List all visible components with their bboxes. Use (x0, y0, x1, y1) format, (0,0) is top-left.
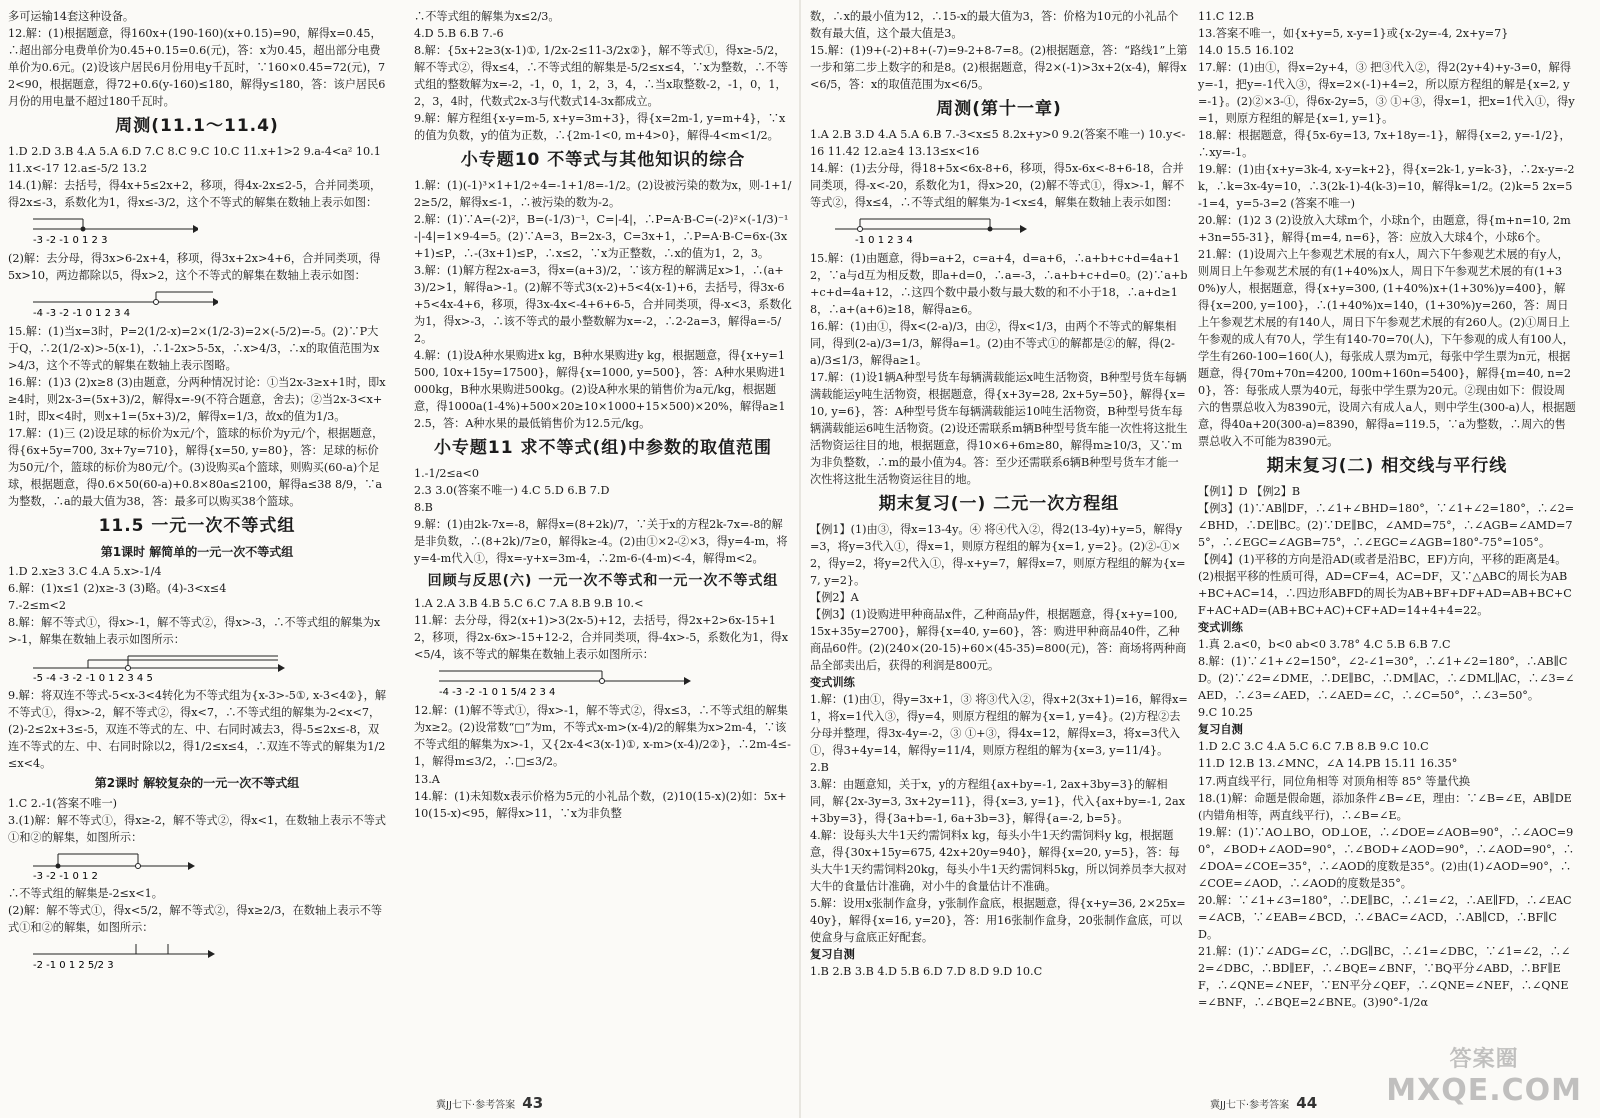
text-block: 2.B (810, 761, 829, 775)
text-block: 1.C 2.-1(答案不唯一) (8, 796, 118, 810)
watermark-cn: 答案圈 (1449, 1047, 1519, 1072)
subsection-heading: 第1课时 解简单的一元一次不等式组 (100, 545, 294, 560)
column-4 (1198, 8, 1576, 1086)
number-line-labels: -3 -2 -1 0 1 2 3 (33, 234, 108, 246)
page-number: 43 (522, 1094, 544, 1112)
text-block: 14.(1)解：去括号，得4x+5≤2x+2，移项，得4x-2x≤2-5，合并同类项，得2x≤-3，系数化为1，得x≤-3/2，这个不等式的解集在数轴上表示如图： (8, 178, 382, 209)
text-block: 20.解：(1)2 3 (2)设放入大球m个，小球n个，由题意，得{m+n=10, 2m+3n=55-31}，解得{m=4, n=6}，答：应放入大球4个，小球6个。 (1198, 214, 1571, 245)
text-block: 3.解：(1)解方程2x-a=3，得x=(a+3)/2，∵该方程的解满足x>1，∴(a+3)/2>1，解得a>-1。(2)解不等式3(x-2)+5<4(x-1)+6，去括号，得3x-6+5<4x-4+6，移项，得3x-4x<-4+6+6-5，合并同类项，得-x<3，系数化为1，得x>-3，∴该不等式的最小整数解为x=-2，∴2-2a=3，解得a=-5/2。 (414, 264, 792, 346)
text-block: 1.D 2.D 3.B 4.A 5.A 6.D 7.C 8.C 9.C 10.C 11.x+1>2 9.a-4<a² 10.1 11.x<-17 12.a≤-5/2 13.2 (8, 144, 381, 175)
text-block: 9.解：(1)由2k-7x=-8，解得x=(8+2k)/7，∵关于x的方程2k-7x=-8的解是非负数，∴(8+2k)/7≥0，解得k≥-4。(2)由①×2-②×3，得y=4-m，将y=4-m代入①，得x=-y+x=3m-4，∴2m-6-(4-m)<-4，解得m<2。 (414, 518, 788, 566)
column-2 (414, 8, 792, 1086)
text-block: 16.解：(1)由①，得x<(2-a)/3，由②，得x<1/3，由两个不等式的解集相同，得到(2-a)/3=1/3，解得a=1。(2)由不等式①的解都是②的解，得(2-a)/3≤1/3，解得a≥1。 (810, 320, 1177, 368)
number-line-labels: -2 -1 0 1 2 5/2 3 (33, 959, 114, 971)
text-block: 3.解：由题意知，关于x，y的方程组{ax+by=-1, 2ax+3by=3}的解相同，解{2x-3y=3, 3x+2y=11}，得{x=3, y=1}，代入{ax+by=-1, 2ax+3by=3}，得{3a+b=-1, 6a+3b=3}，解得{a=-2, b=5}。 (810, 778, 1186, 826)
text-block: 17.解：(1)设1辆A种型号货车每辆满载能运x吨生活物资，B种型号货车每辆满载能运y吨生活物资，根据题意，得{x+3y=28, 2x+5y=50}，解得{x=10, y=6}，答：A种型号货车每辆满载能运10吨生活物资，B种型号货车每辆满载能运6吨生活物资。(2)设还需联系m辆B种型号货车能一次性将这批生活物资运往目的地，根据题意，得10×6+6m≥80，解得m≥10/3，又∵m为非负整数，∴m的最小值为4。答：至少还需联系6辆B种型号货车才能一次性将这批生活物资运往目的地。 (810, 371, 1188, 487)
text-block: 复习自测 (810, 947, 855, 962)
number-line-figure (28, 938, 218, 972)
text-block: 11.D 12.B 13.∠MNC，∠A 14.PB 15.11 16.35° (1198, 757, 1458, 771)
text-block: 1.A 2.B 3.D 4.A 5.A 6.B 7.-3<x≤5 8.2x+y>0 9.2(答案不唯一) 10.y<-16 11.42 12.a≥4 13.13≤x<16 (810, 127, 1186, 158)
text-block: 15.解：(1)由题意，得b=a+2，c=a+4，d=a+6，∴a+b+c+d=4a+12，∵a与d互为相反数，即a+d=0，∴a=-3，∴a+b+c+d=0。(2)∵a+b+c+d=4a+12，∴这四个数中最小数与最大数的和不小于18，∴a+d≥18，∴a+(a+6)≥18，解得a≥6。 (810, 251, 1188, 317)
section-heading: 期末复习(一) 二元一次方程组 (878, 494, 1120, 515)
text-block: 1.D 2.x≥3 3.C 4.A 5.x>-1/4 (8, 565, 162, 579)
text-block: 【例2】A (810, 591, 859, 605)
text-block: 21.解：(1)设周六上午参观艺术展的有x人，周六下午参观艺术展的有y人，则周日上午参观艺术展的有(1+40%)x人，周日下午参观艺术展的有(1+30%)y人，根据题意，得{x+y=300, (1+40%)x+(1+30%)y=400}，解得{x=200, y=100}，∴(1+40%)x=140，(1+30%)y=260，答：周日上午参观艺术展的有140人，周日下午参观艺术展的有260人。(2)①周日上午参观的成人有70人，学生有140-70=70(人)，下午参观的成人有100人，学生有260-100=160(人)，每张成人票为m元，每张中学生票为n元，根据题意，得{70m+70n=4200, 100m+160n=5400}，解得{m=40, n=20}，答：每张成人票为40元，每张中学生票为20元。②现由如下：假设周六的售票总收入为8390元，设周六有成人a人，则中学生(300-a)人，根据题意，得40a+20(300-a)=8390，解得a=119.5，∵a为整数，∴周六的售票总收入不可能为8390元。 (1198, 248, 1576, 449)
number-line-figure (28, 848, 198, 882)
section-heading: 回顾与反思(六) 一元一次不等式和一元一次不等式组 (427, 573, 779, 590)
text-block: 18.(1)解：命题是假命题，添加条件∠B=∠E，理由：∵∠B=∠E，AB∥DE(内错角相等，两直线平行)，∴∠B=∠E。 (1198, 791, 1572, 822)
text-block: 3.(1)解：解不等式①，得x≥-2，解不等式②，得x<1，在数轴上表示不等式①和②的解集，如图所示： (8, 813, 386, 844)
text-block: 8.解：解不等式①，得x>-1，解不等式②，得x>-3，∴不等式组的解集为x>-1，解集在数轴上表示如图所示： (8, 616, 381, 647)
text-block: 17.解：(1)由①，得x=2y+4，③ 把③代入②，得2(2y+4)+y-3=0，解得y=-1，把y=-1代入③，得x=2×(-1)+4=2，所以原方程组的解是{x=2, y=-1}。(2)②×3-①，得6x-2y=5，③ ①+③，得x=1，把x=1代入①，得y=1，则原方程组的解是{x=1, y=1}。 (1198, 61, 1575, 126)
text-block: ∴不等式组的解集为x≤2/3。 (414, 10, 560, 23)
number-line-figure (28, 213, 198, 247)
page-number: 44 (1296, 1094, 1318, 1112)
text-block: 5.解：设用x张制作盒身，y张制作盒底，根据题意，得{x+y=36, 2×25x=40y}，解得{x=16, y=20}，答：用16张制作盒身，20张制作盒底，可以使盒身与盒底正好配套。 (810, 897, 1186, 945)
page-footer-left (436, 1094, 543, 1112)
text-block: 19.解：(1)由{x+y=3k-4, x-y=k+2}，得{x=2k-1, y=k-3}，∴2x-y=-2k，∴k=3x-4y=10，∴3(2k-1)-4(k-3)=10，解得k=1/2。(2)k=5 2x=5-1=4，y=5-3=2 (答案不唯一) (1198, 163, 1575, 211)
text-block: (2)解：去分母，得3x>6-2x+4，移项，得3x+2x>4+6，合并同类项，得5x>10，两边都除以5，得x>2，这个不等式的解集在数轴上表示如图： (8, 251, 381, 282)
text-block: 16.解：(1)3 (2)x≥8 (3)由题意，分两种情况讨论：①当2x-3≥x+1时，即x≥4时，则2x-3=(5x+3)/2，解得x=-9(不符合题意，舍去)；②当2x-3<x+1时，即x<4时，则x+1=(5x+3)/2，解得x=1/3，故x的值为1/3。 (8, 376, 386, 424)
text-block: 18.解：根据题意，得{5x-6y=13, 7x+18y=-1}，解得{x=2, y=-1/2}，∴xy=-1。 (1198, 129, 1571, 160)
number-line-labels: -4 -3 -2 -1 0 1 5/4 2 3 4 (439, 687, 556, 699)
text-block: 14.解：(1)去分母，得18+5x<6x-8+6，移项，得5x-6x<-8+6-18，合并同类项，得-x<-20，系数化为1，得x>20，(2)解不等式①，得x>-1，解不等式②，得x≤4，∴不等式组的解集为-1<x≤4，解集在数轴上表示如图： (810, 161, 1185, 209)
footer-label: 冀JJ七下·参考答案 (1210, 1100, 1290, 1111)
text-block: 1.-1/2≤a<0 (414, 467, 479, 481)
text-block: 13.A (414, 772, 440, 786)
text-block: 4.解：设每头大牛1天约需饲料x kg，每头小牛1天约需饲料y kg，根据题意，得{30x+15y=675, 42x+20y=940}，解得{x=20, y=5}，答：每头大牛1天约需饲料20kg，每头小牛1天约需饲料5kg，所以饲养员李大叔对大牛的食量估计准确，对小牛的食量估计不准确。 (810, 829, 1187, 894)
column-3 (810, 8, 1188, 1086)
text-block: 8.解：{5x+2≥3(x-1)①, 1/2x-2≤11-3/2x②}，解不等式①，得x≥-5/2，解不等式②，得x≤4，∴不等式组的解集是-5/2≤x≤4，∵x为整数，∴不等式组的整数解为x=-2，-1，0，1，2，3，4，∴当x取整数-2，-1，0，1，2，3，4时，代数式2x-3与代数式14-3x都成立。 (414, 44, 788, 109)
number-line-figure (830, 213, 1030, 247)
text-block: 13.答案不唯一，如{x+y=5, x-y=1}或{x-2y=-4, 2x+y=7} (1198, 27, 1509, 41)
text-block: 12.解：(1)根据题意，得160x+(190-160)(x+0.15)=90，解得x=0.45，∴超出部分电费单价为0.45+0.15=0.6(元)，答：x为0.45，超出部分电费单价为0.6元。(2)设该户居民6月份用电y千瓦时，∵160×0.45=72(元)，72<90，根据题意，得72+0.6(y-160)≤180，解得y≤180，答：该户居民6月份的用电量不超过180千瓦时。 (8, 27, 386, 109)
text-block: 17.解：(1)三 (2)设足球的标价为x元/个，篮球的标价为y元/个，根据题意，得{6x+5y=700, 3x+7y=710}，解得{x=50, y=80}，答：足球的标价为50元/个，篮球的标价为80元/个。(3)设购买a个篮球，则购买(60-a)个足球，根据题意，得0.6×50(60-a)+0.8×80a≤2100，解得a≤38 8/9，∵a为整数，∴a的最大值为38，答：最多可以购买38个篮球。 (8, 427, 384, 509)
text-block: 20.解：∵∠1+∠3=180°，∴DE∥BC，∴∠1=∠2，∴AE∥FD，∴∠EAC=∠ACB，∵∠EAB=∠BCD，∴∠BAC=∠ACD，∴AB∥CD，∴BF∥CD。 (1198, 893, 1572, 941)
watermark-logo (1386, 1042, 1582, 1108)
text-block: 【例3】(1)∵AB∥DF，∴∠1+∠BHD=180°，∵∠1+∠2=180°，∴∠2=∠BHD，∴DE∥BC。(2)∵DE∥BC，∠AMD=75°，∴∠AGB=∠AMD=75°，∴∠EGC=∠AGB=75°，∴∠EGC=∠AGB=180°-75°=105°。 (1198, 502, 1575, 550)
text-block: 15.解：(1)9+(-2)+8+(-7)=9-2+8-7=8。(2)根据题意，答：“路线1”上第一步和第二步上数字的和是8。(2)根据题意，得2×(-1)>3x+2(x-4)，解得x<6/5，答：x的取值范围为x<6/5。 (810, 44, 1188, 92)
number-line-labels: -4 -3 -2 -1 0 1 2 3 4 (33, 308, 131, 320)
text-block: 7.-2≤m<2 (8, 599, 67, 613)
text-block: 4.D 5.B 6.B 7.-6 (414, 27, 504, 41)
text-block: 14.解：(1)未知数x表示价格为5元的小礼品个数，(2)10(15-x)(2)如：5x+10(15-x)<95，解得x>11，∵x为非负整 (414, 789, 787, 820)
text-block: 【例1】D 【例2】B (1198, 485, 1301, 499)
section-heading: 11.5 一元一次不等式组 (98, 516, 296, 537)
number-line-labels: -1 0 1 2 3 4 (855, 234, 913, 246)
text-block: 1.A 2.A 3.B 4.B 5.C 6.C 7.A 8.B 9.B 10.< (414, 597, 644, 611)
number-line-labels: -3 -2 -1 0 1 2 (33, 870, 98, 882)
page-footer-right (1210, 1094, 1317, 1112)
number-line-figure (434, 665, 694, 699)
text-block: 1.B 2.B 3.B 4.D 5.B 6.D 7.D 8.D 9.D 10.C (810, 965, 1043, 979)
text-block: 1.解：(1)(-1)³×1+1/2÷4=-1+1/8=-1/2。(2)设被污染的数为x，则-1+1/2≥5/2，解得x≤-1，∴被污染的数为-2。 (414, 178, 792, 209)
text-block: 17.两直线平行，同位角相等 对顶角相等 85° 等量代换 (1198, 774, 1471, 788)
text-block: 11.C 12.B (1198, 10, 1254, 23)
text-block: 15.解：(1)当x=3时，P=2(1/2-x)=2×(1/2-3)=2×(-5/2)=-5。(2)∵P大于Q，∴2(1/2-x)>-5(x-1)，∴1-2x>5-5x，∴x>4/3，∴x的取值范围为x>4/3，这个不等式的解集在数轴上表示图略。 (8, 325, 380, 373)
section-heading: 小专题10 不等式与其他知识的综合 (460, 150, 746, 171)
text-block: 【例3】(1)设购进甲种商品x件，乙种商品y件，根据题意，得{x+y=100, 15x+35y=2700}，解得{x=40, y=60}，答：购进甲种商品40件，乙种商品60件。(2)(240×(20-15)+60×(45-35)=800(元)，答：商场将两种商品全部卖出后，获得的利润是800元。 (810, 608, 1187, 673)
subsection-heading: 第2课时 解较复杂的一元一次不等式组 (94, 776, 300, 791)
text-block: 2.3 3.0(答案不唯一) 4.C 5.D 6.B 7.D (414, 484, 610, 498)
section-heading: 期末复习(二) 相交线与平行线 (1266, 456, 1508, 477)
watermark-en: MXQE.COM (1386, 1073, 1582, 1108)
text-block: 4.解：(1)设A种水果购进x kg，B种水果购进y kg，根据题意，得{x+y=1500, 10x+15y=17500}，解得{x=1000, y=500}，答：A种水果购进1000kg，B种水果购进500kg。(2)设A种水果的销售价为a元/kg，根据题意，得1000a(1-4%)+500×20≥10×1000+15×500)×20%，解得a≥12.5，答：A种水果的最低销售价为12.5元/kg。 (414, 349, 786, 431)
number-line-figure (28, 286, 218, 320)
text-block: 11.解：去分母，得2(x+1)>3(2x-5)+12，去括号，得2x+2>6x-15+12，移项，得2x-6x>-15+12-2，合并同类项，得-4x>-5，系数化为1，得x<5/4，该不等式的解集在数轴上表示如图所示： (414, 614, 789, 662)
text-block: 1.解：(1)由①，得y=3x+1，③ 将③代入②，得x+2(3x+1)=16，解得x=1，将x=1代入③，得y=4，则原方程组的解为{x=1, y=4}。(2)方程②去分母并整理，得3x-4y=-2，③ ①+③，得4x=12，解得x=3，将x=3代入①，得3+4y=14，解得y=11/4，则原方程组的解为{x=3, y=11/4}。 (810, 693, 1188, 758)
text-block: 【例4】(1)平移的方向是沿AD(或者是沿BC，EF)方向，平移的距离是4。(2)根据平移的性质可得，AD=CF=4，AC=DF，又∵△ABC的周长为AB+BC+AC=14，∴四边形ABFD的周长为AB+BF+DF+AD=AB+BC+CF+AC+AD=(AB+BC+AC)+CF+AD=14+4+4=22。 (1198, 553, 1572, 618)
text-block: 变式训练 (1198, 620, 1243, 635)
text-block: 多可运输14套这种设备。 (8, 10, 135, 23)
text-block: 8.解：(1)∵∠1+∠2=150°，∠2-∠1=30°，∴∠1+∠2=180°，∴AB∥CD。(2)∵∠2=∠DME，∴DE∥BC，∴DM∥AC，∴∠DML∥AC，∴∠3=∠AED，∴∠3=∠AED，∴∠AED=∠C，∴∠C=50°，∴∠3=50°。 (1198, 655, 1575, 703)
text-block: 19.解：(1)∵AO⊥BO，OD⊥OE，∴∠DOE=∠AOB=90°，∴∠AOC=90°，∠BOD+∠AOD=90°，∴∠BOD+∠AOD=90°，∴∠AOD=90°，∴∠DOA=∠COE=35°，∴∠AOD的度数是35°。(2)由(1)∠AOD=90°，∴∠COE=∠AOD，∴∠AOD的度数是35°。 (1198, 825, 1575, 890)
text-block: 9.解：解方程组{x-y=m-5, x+y=3m+3}，得{x=2m-1, y=m+4}，∵x的值为负数，y的值为正数，∴{2m-1<0, m+4>0}，解得-4<m<1/2。 (414, 112, 786, 143)
number-line-figure (28, 650, 288, 684)
text-block: ∴不等式组的解集是-2≤x<1。 (8, 886, 163, 900)
text-block: 数，∴x的最小值为12，∴15-x的最大值为3，答：价格为10元的小礼品个数有最大值，这个最大值是3。 (810, 10, 1179, 41)
number-line-labels: -5 -4 -3 -2 -1 0 1 2 3 4 5 (33, 673, 153, 685)
footer-label: 冀JJ七下·参考答案 (436, 1100, 516, 1111)
text-block: 变式训练 (810, 675, 855, 690)
section-heading: 小专题11 求不等式(组)中参数的取值范围 (433, 438, 773, 459)
section-heading: 周测(11.1～11.4) (115, 116, 279, 137)
text-block: 1.D 2.C 3.C 4.A 5.C 6.C 7.B 8.B 9.C 10.C (1198, 740, 1429, 754)
text-block: 9.C 10.25 (1198, 706, 1253, 720)
column-1 (8, 8, 386, 1086)
text-block: (2)解：解不等式①，得x<5/2，解不等式②，得x≥2/3，在数轴上表示不等式①和②的解集，如图所示： (8, 903, 383, 934)
section-heading: 周测(第十一章) (936, 99, 1062, 120)
text-block: 1.真 2.a<0，b<0 ab<0 3.78° 4.C 5.B 6.B 7.C (1198, 638, 1451, 652)
text-block: 14.0 15.5 16.102 (1198, 44, 1295, 58)
text-block: 【例1】(1)由③，得x=13-4y。④ 将④代入②，得2(13-4y)+y=5，解得y=3，将y=3代入①，得x=1，则原方程组的解为{x=1, y=2}。(2)②-①×2，得y=2，将y=2代入①，得-x+y=7，解得x=7，则原方程组的解为{x=7, y=2}。 (810, 523, 1186, 588)
text-block: 9.解：将双连不等式-5<x-3<4转化为不等式组为{x-3>-5①, x-3<4②}，解不等式①，得x>-2，解不等式②，得x<7，∴不等式组的解集为-2<x<7，(2)-2≤2x+3≤-5，双连不等式的左、中、右同时减去3，得-5≤2x≤-8，双连不等式的左、中、右同时除以2，得1/2≤x≤4，∴双连不等式的解集为1/2≤x<4。 (8, 689, 386, 771)
page-divider (799, 0, 801, 1118)
text-block: 2.解：(1)∵A=(-2)²，B=(-1/3)⁻¹，C=|-4|，∴P=A·B-C=(-2)²×(-1/3)⁻¹-|-4|=1×9-4=5。(2)∵A=3，B=2x-3，C=3x+1，∴P=A·B-C=6x-(3x+1)≤P，∴-(3x+1)≤P，∴x≤2，∵x为正整数，∴x的值为1，2，3。 (414, 212, 789, 261)
text-block: 21.解：(1)∵∠ADG=∠C，∴DG∥BC，∴∠1=∠DBC，∵∠1=∠2，∴∠2=∠DBC，∴BD∥EF，∴∠BQE=∠BNF，∵BQ平分∠ABD，∴BF∥EF，∴∠QNE=∠NEF，∵EN平分∠QEF，∴∠QNE=∠NEF，∴∠QNE=∠BNF，∴∠BQE=2∠BNE。(3)90°-1/2α (1198, 944, 1571, 1009)
text-block: 12.解：(1)解不等式①，得x>-1，解不等式②，得x≤3，∴不等式组的解集为x≥2。(2)设常数“□”为m，不等式x-m>(x-4)/2的解集为x>2m-4，∵该不等式组的解集为x>-1，又{2x-4<3(x-1)①, x-m>(x-4)/2②}，∴2m-4≤-1，解得m≤3/2，∴□≤3/2。 (414, 704, 791, 769)
text-block: 8.B (414, 501, 433, 515)
text-block: 6.解：(1)x≤1 (2)x≥-3 (3)略。(4)-3<x≤4 (8, 582, 227, 596)
text-block: 复习自测 (1198, 722, 1243, 737)
